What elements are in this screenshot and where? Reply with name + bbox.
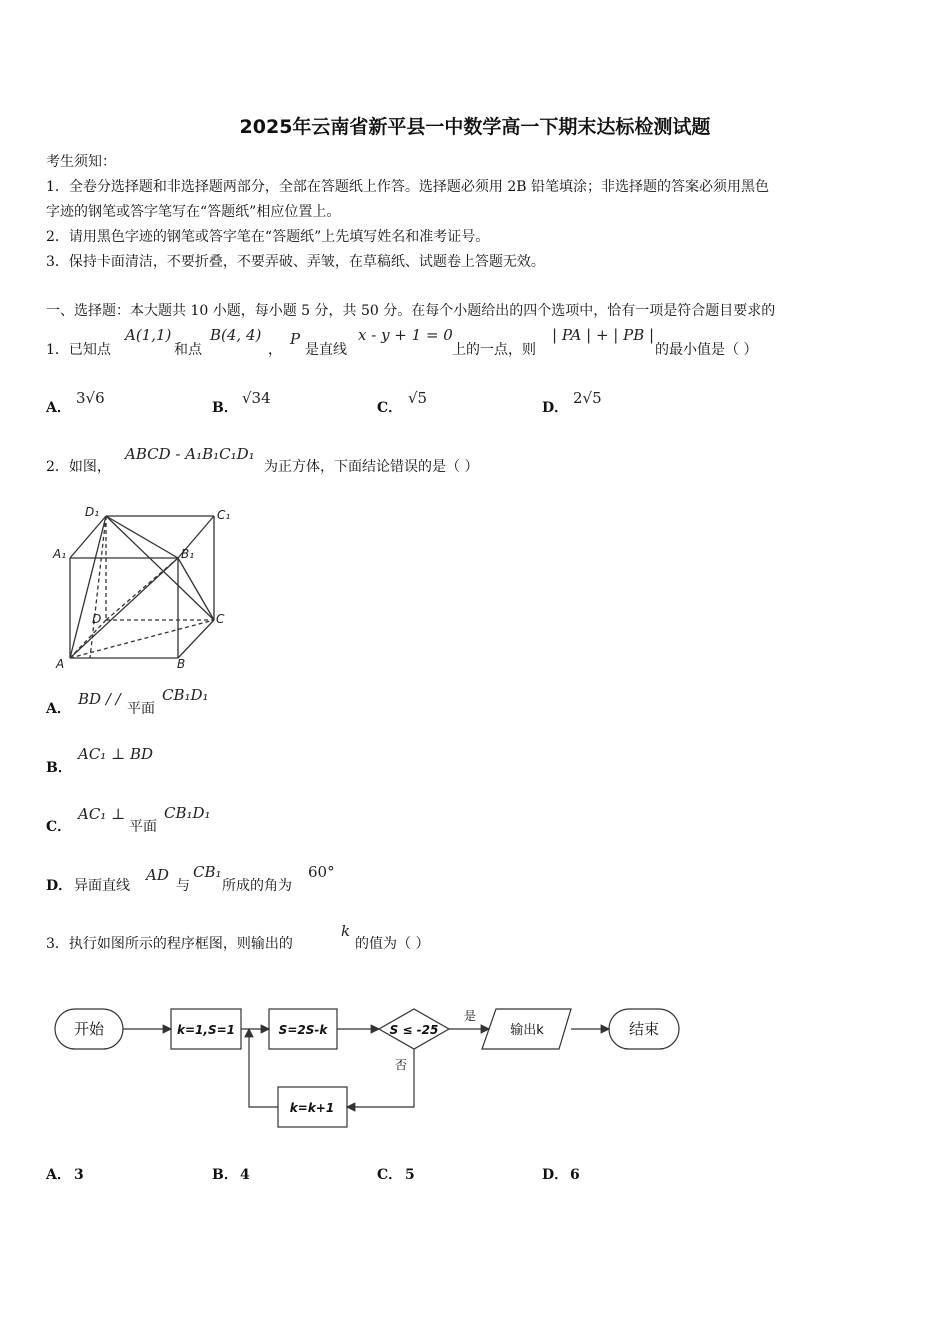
notice-line-1b: 字迹的钢笔或答字笔写在“答题纸”相应位置上。 — [46, 204, 341, 220]
label-a1: A₁ — [53, 547, 67, 561]
q2-cube-name: ABCD - A₁B₁C₁D₁ — [125, 445, 255, 463]
q2-option-d-text-3: 所成的角为 — [222, 878, 292, 894]
q1-point-p: P — [290, 330, 301, 348]
flowchart — [46, 1000, 696, 1140]
q2-option-a-math-2: CB₁D₁ — [162, 686, 209, 704]
flow-update: S=2S-k — [278, 1023, 328, 1037]
q1-option-a-label: A． — [46, 400, 71, 416]
q1-option-c-label: C． — [377, 400, 403, 416]
q1-option-d-label: D． — [542, 400, 569, 416]
q3-option-a-label: A． — [46, 1167, 71, 1183]
notice-line-1a: 1．全卷分选择题和非选择题两部分，全部在答题纸上作答。选择题必须用 2B 铅笔填涂；非选择题的答案必须用黑色 — [46, 179, 769, 195]
q2-option-a-text: 平面 — [127, 701, 155, 717]
flow-condition: S ≤ -25 — [389, 1023, 439, 1037]
q1-point-b: B(4, 4) — [210, 326, 262, 344]
q3-option-d-value: 6 — [570, 1167, 580, 1183]
q3-text-1: 3．执行如图所示的程序框图，则输出的 — [46, 936, 293, 952]
flow-start: 开始 — [73, 1020, 105, 1038]
q2-option-a-label: A． — [46, 701, 71, 717]
notice-line-2: 2．请用黑色字迹的钢笔或答字笔在“答题纸”上先填写姓名和准考证号。 — [46, 229, 490, 245]
q2-option-b-math: AC₁ ⊥ BD — [78, 745, 154, 763]
q1-option-d-value: 2√5 — [573, 389, 602, 407]
q1-option-b-label: B． — [212, 400, 238, 416]
q1-text-6: 的最小值是（ ） — [655, 342, 758, 358]
q1-text-5: 上的一点，则 — [452, 342, 536, 358]
q3-option-a-value: 3 — [74, 1167, 84, 1183]
label-d1: D₁ — [85, 505, 100, 519]
q2-option-d-math-1: AD — [146, 866, 169, 884]
q3-option-c-value: 5 — [405, 1167, 415, 1183]
label-c: C — [216, 612, 225, 626]
page-title: 2025年云南省新平县一中数学高一下期末达标检测试题 — [239, 116, 711, 138]
q1-expression: | PA | + | PB | — [552, 326, 655, 344]
q2-option-d-math-3: 60° — [308, 863, 335, 881]
q2-option-c-label: C． — [46, 819, 72, 835]
label-a: A — [56, 657, 65, 671]
q2-option-c-math-2: CB₁D₁ — [164, 804, 211, 822]
q1-option-b-value: √34 — [242, 389, 271, 407]
q1-text-2: 和点 — [174, 342, 202, 358]
notice-heading: 考生须知： — [46, 154, 116, 170]
q2-option-b-label: B． — [46, 760, 72, 776]
q3-var-k: k — [341, 922, 351, 940]
flow-yes: 是 — [463, 1009, 477, 1023]
q1-option-c-value: √5 — [408, 389, 428, 407]
q1-line-equation: x - y + 1 = 0 — [358, 326, 453, 344]
label-d: D — [92, 612, 102, 626]
section-1-heading: 一、选择题：本大题共 10 小题，每小题 5 分，共 50 分。在每个小题给出的四个选项中，恰有一项是符合题目要求的 — [46, 303, 776, 319]
q2-option-c-text: 平面 — [129, 819, 157, 835]
q3-option-d-label: D． — [542, 1167, 569, 1183]
q3-option-b-label: B． — [212, 1167, 238, 1183]
q2-option-d-math-2: CB₁ — [193, 863, 222, 881]
q1-text-1: 1．已知点 — [46, 342, 111, 358]
label-b: B — [177, 657, 186, 671]
q2-option-d-text-1: 异面直线 — [74, 878, 130, 894]
q3-option-b-value: 4 — [240, 1167, 250, 1183]
q1-text-3: ， — [268, 342, 282, 358]
q3-option-c-label: C． — [377, 1167, 403, 1183]
flow-increment: k=k+1 — [289, 1101, 335, 1115]
flow-no: 否 — [394, 1058, 408, 1072]
q2-option-a-math-1: BD / / — [78, 690, 121, 708]
notice-line-3: 3．保持卡面清洁，不要折叠，不要弄破、弄皱，在草稿纸、试题卷上答题无效。 — [46, 254, 545, 270]
q1-point-a: A(1,1) — [125, 326, 172, 344]
q2-option-c-math-1: AC₁ ⊥ — [78, 805, 126, 823]
flow-init: k=1,S=1 — [177, 1023, 235, 1037]
cube-figure — [50, 500, 240, 675]
q2-text-2: 为正方体，下面结论错误的是（ ） — [264, 459, 479, 475]
flow-end: 结束 — [628, 1020, 660, 1038]
q3-text-2: 的值为（ ） — [355, 936, 430, 952]
label-c1: C₁ — [217, 508, 231, 522]
q2-option-d-label: D． — [46, 878, 73, 894]
q1-text-4: 是直线 — [305, 342, 347, 358]
q2-option-d-text-2: 与 — [176, 878, 190, 894]
flow-output: 输出k — [510, 1023, 544, 1038]
label-b1: B₁ — [181, 547, 195, 561]
q2-text-1: 2．如图， — [46, 459, 111, 475]
q1-option-a-value: 3√6 — [76, 389, 105, 407]
